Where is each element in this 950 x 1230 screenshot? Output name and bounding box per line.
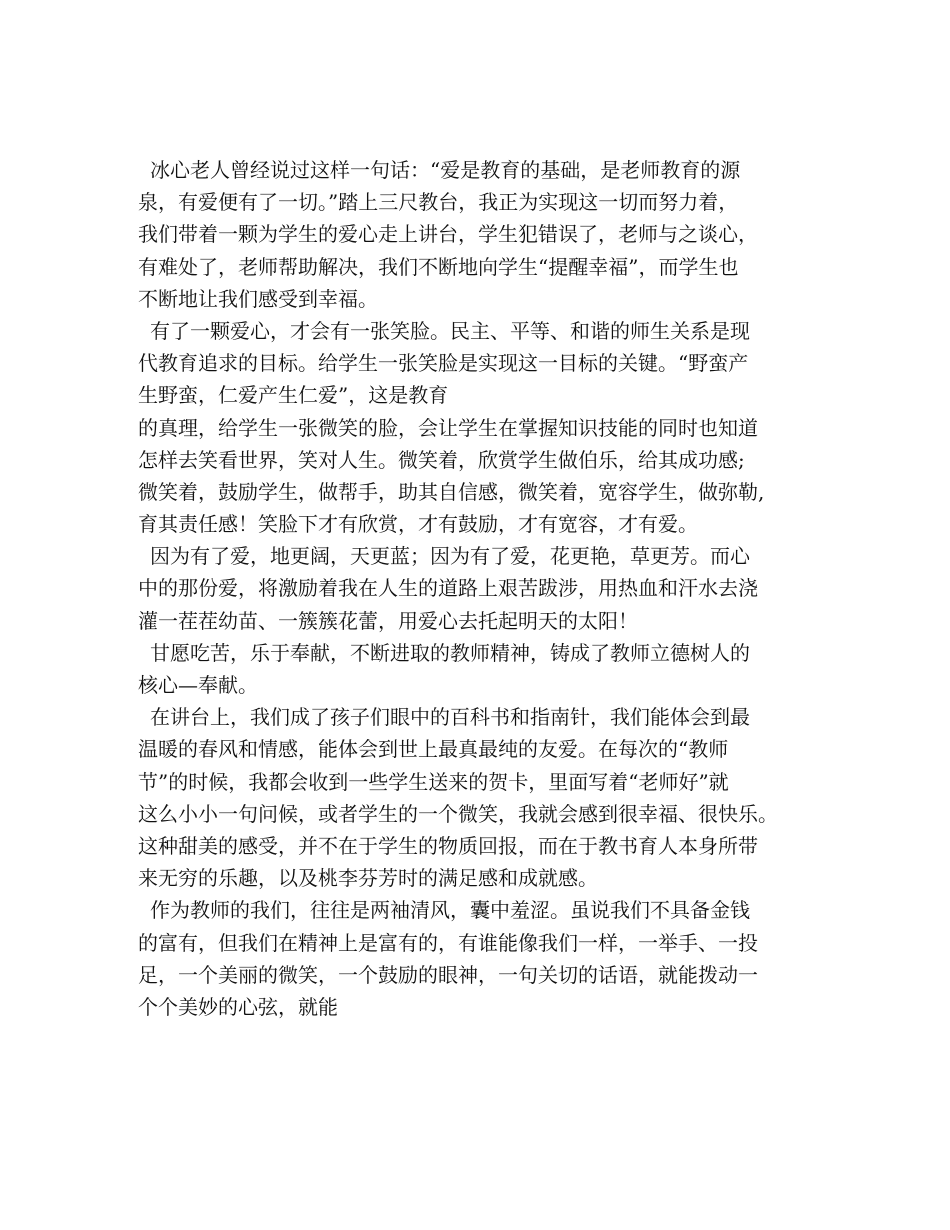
paragraph-first-line: 冰心老人曾经说过这样一句话：“爱是教育的基础，是老师教育的源 [150,158,741,182]
text-line: 个个美妙的心弦，就能 [138,994,338,1019]
paragraph-first-line: 在讲台上，我们成了孩子们眼中的百科书和指南针，我们能体会到最 [150,705,750,730]
text-line: 不断地让我们感受到幸福。 [138,286,378,311]
text-line: 中的那份爱，将激励着我在人生的道路上艰苦跋涉，用热血和汗水去浇 [138,576,758,601]
text-line: 泉，有爱便有了一切。”踏上三尺教台，我正为实现这一切而努力着， [138,190,739,215]
text-line: 微笑着，鼓励学生，做帮手，助其自信感，微笑着，宽容学生，做弥勒, [138,479,765,504]
text-line: 代教育追求的目标。给学生一张笑脸是实现这一目标的关键。“野蛮产 [138,351,749,376]
paragraph-first-line: 甘愿吃苦，乐于奉献，不断进取的教师精神，铸成了教师立德树人的 [150,640,750,665]
text-line: 节”的时候，我都会收到一些学生送来的贺卡，里面写着“老师好”就 [138,769,729,794]
text-line: 来无穷的乐趣，以及桃李芬芳时的满足感和成就感。 [138,866,598,891]
text-line: 生野蛮，仁爱产生仁爱”，这是教育 [138,383,449,408]
text-line: 灌一茬茬幼苗、一簇簇花蕾，用爱心去托起明天的太阳！ [138,608,638,633]
text-line: 的真理，给学生一张微笑的脸，会让学生在掌握知识技能的同时也知道 [138,415,758,440]
paragraph-first-line: 有了一颗爱心，才会有一张笑脸。民主、平等、和谐的师生关系是现 [150,318,750,343]
text-line: 足，一个美丽的微笑，一个鼓励的眼神，一句关切的话语，就能拨动一 [138,962,758,987]
text-line: 怎样去笑看世界，笑对人生。微笑着，欣赏学生做伯乐，给其成功感; [138,447,745,472]
text-line: 温暖的春风和情感，能体会到世上最真最纯的友爱。在每次的“教师 [138,737,729,762]
text-line: 有难处了，老师帮助解决，我们不断地向学生“提醒幸福”，而学生也 [138,254,739,279]
paragraph-first-line: 作为教师的我们，往往是两袖清风，囊中羞涩。虽说我们不具备金钱 [150,898,750,923]
paragraph-first-line: 因为有了爱，地更阔，天更蓝；因为有了爱，花更艳，草更芳。而心 [150,544,750,569]
text-line: 育其责任感！笑脸下才有欣赏，才有鼓励，才有宽容，才有爱。 [138,512,698,537]
document-text-body [138,154,838,1023]
text-line: 核心—奉献。 [138,673,258,697]
text-line: 的富有，但我们在精神上是富有的，有谁能像我们一样，一举手、一投 [138,930,758,955]
text-line: 我们带着一颗为学生的爱心走上讲台，学生犯错误了，老师与之谈心， [138,222,758,247]
text-line: 这种甜美的感受，并不在于学生的物质回报，而在于教书育人本身所带 [138,833,758,858]
text-line: 这么小小一句问候，或者学生的一个微笑，我就会感到很幸福、很快乐。 [138,801,778,826]
